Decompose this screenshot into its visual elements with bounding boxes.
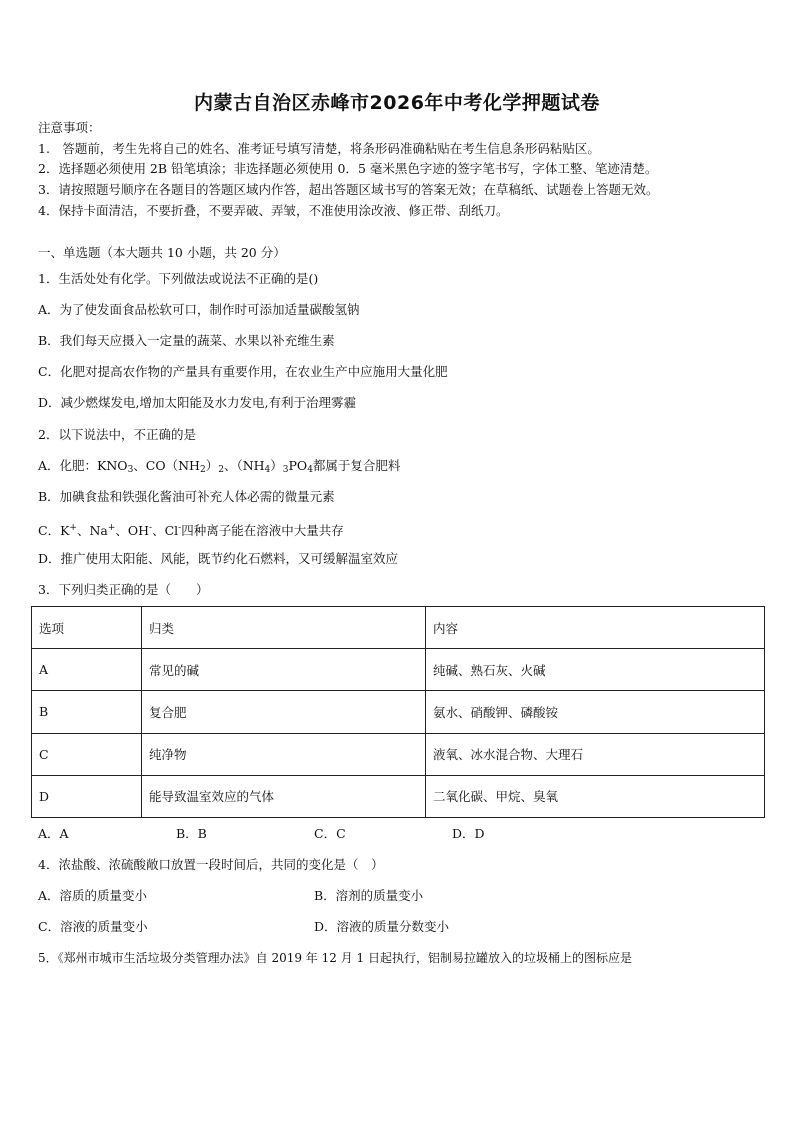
table-row <box>32 775 765 817</box>
question-4-option-d: D．溶液的质量分数变小 <box>314 919 450 934</box>
classification-table <box>31 606 765 818</box>
table-cell: 二氧化碳、甲烷、臭氧 <box>426 775 765 817</box>
question-1-option-d: D．减少燃煤发电,增加太阳能及水力发电,有利于治理雾霾 <box>38 395 356 410</box>
question-4-option-b: B．溶剂的质量变小 <box>314 888 424 903</box>
section-title: 一、单选题（本大题共 10 小题，共 20 分） <box>38 245 286 260</box>
table-cell: C <box>32 733 142 775</box>
table-header-cell: 选项 <box>32 607 142 649</box>
notice-item-2: 2．选择题必须使用 2B 铅笔填涂；非选择题必须使用 0．5 毫米黑色字迹的签字笔书写，字体工整、笔迹清楚。 <box>38 161 658 176</box>
question-2-option-d: D．推广使用太阳能、风能，既节约化石燃料，又可缓解温室效应 <box>38 551 399 566</box>
table-cell: D <box>32 775 142 817</box>
table-header-cell: 归类 <box>142 607 426 649</box>
table-cell: 复合肥 <box>142 691 426 733</box>
question-2-option-c: C．K+、Na+、OH-、Cl-四种离子能在溶液中大量共存 <box>38 523 344 538</box>
question-3-answer-c: C．C <box>314 826 346 841</box>
question-2-stem: 2．以下说法中，不正确的是 <box>38 427 196 442</box>
question-1-option-b: B．我们每天应摄入一定量的蔬菜、水果以补充维生素 <box>38 333 335 348</box>
table-row <box>32 649 765 691</box>
question-3-answer-b: B．B <box>176 826 207 841</box>
table-header-cell: 内容 <box>426 607 765 649</box>
notice-heading: 注意事项： <box>38 120 101 135</box>
question-2-option-b: B．加碘食盐和铁强化酱油可补充人体必需的微量元素 <box>38 489 335 504</box>
question-3-answer-d: D．D <box>452 826 485 841</box>
table-cell: 氨水、硝酸钾、磷酸铵 <box>426 691 765 733</box>
question-1-option-c: C．化肥对提高农作物的产量具有重要作用，在农业生产中应施用大量化肥 <box>38 364 448 379</box>
table-row <box>32 733 765 775</box>
table-cell: 液氧、冰水混合物、大理石 <box>426 733 765 775</box>
table-row <box>32 691 765 733</box>
question-1-stem: 1．生活处处有化学。下列做法或说法不正确的是() <box>38 271 319 286</box>
exam-title: 内蒙古自治区赤峰市2026年中考化学押题试卷 <box>194 92 600 114</box>
table-cell: A <box>32 649 142 691</box>
notice-item-4: 4．保持卡面清洁，不要折叠，不要弄破、弄皱，不准使用涂改液、修正带、刮纸刀。 <box>38 203 509 218</box>
question-3-answer-a: A．A <box>38 826 69 841</box>
table-cell: 常见的碱 <box>142 649 426 691</box>
table-cell: 纯碱、熟石灰、火碱 <box>426 649 765 691</box>
table-cell: 能导致温室效应的气体 <box>142 775 426 817</box>
question-4-stem: 4．浓盐酸、浓硫酸敞口放置一段时间后，共同的变化是（ ） <box>38 857 384 872</box>
question-5-stem: 5．《郑州市城市生活垃圾分类管理办法》自 2019 年 12 月 1 日起执行，铝制易拉罐放入的垃圾桶上的图标应是 <box>38 951 632 965</box>
question-4-option-c: C．溶液的质量变小 <box>38 919 148 934</box>
question-3-stem: 3．下列归类正确的是（ ） <box>38 582 209 597</box>
table-cell: B <box>32 691 142 733</box>
question-2-option-a: A．化肥：$KNO_3$、$CO(NH_2)_2$、$(NH_4)_3PO_4$都属于复合肥料 <box>38 458 401 475</box>
question-1-option-a: A．为了使发面食品松软可口，制作时可添加适量碳酸氢钠 <box>38 302 360 317</box>
question-4-option-a: A．溶质的质量变小 <box>38 888 148 903</box>
table-cell: 纯净物 <box>142 733 426 775</box>
notice-item-1: 1. 答题前，考生先将自己的姓名、准考证号填写清楚，将条形码准确粘贴在考生信息条形码粘贴区。 <box>38 141 600 156</box>
notice-item-3: 3．请按照题号顺序在各题目的答题区域内作答，超出答题区域书写的答案无效；在草稿纸、试题卷上答题无效。 <box>38 182 659 197</box>
table-header-row <box>32 607 765 649</box>
